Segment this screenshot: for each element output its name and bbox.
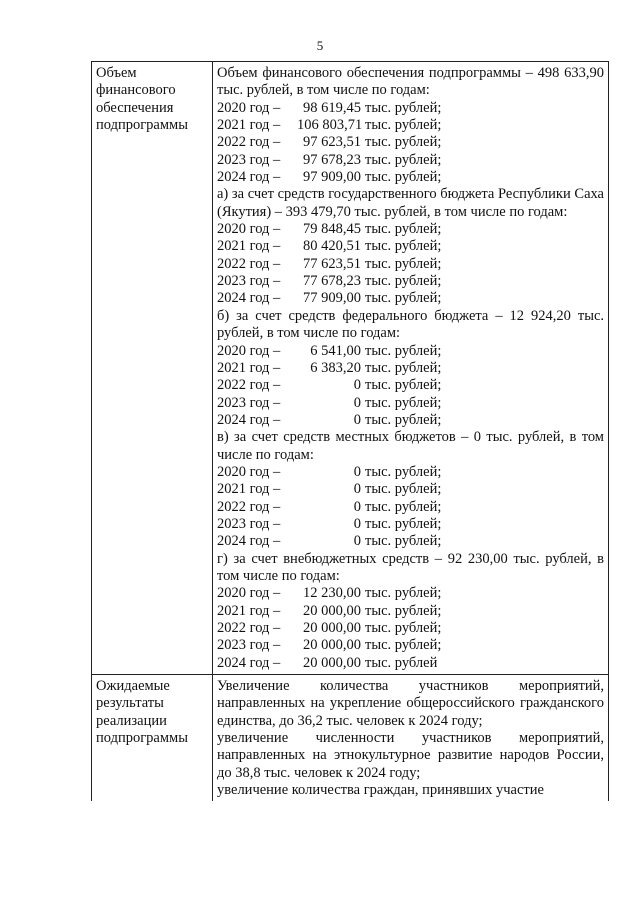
financing-intro: Объем финансового обеспечения подпрограммы – 498 633,90 тыс. рублей, в том числе по годам:: [217, 65, 604, 99]
year-label: 2023 год –: [217, 394, 281, 411]
amount-value: 98 619,45: [303, 99, 361, 116]
year-label: 2023 год –: [217, 151, 281, 168]
amount-unit: тыс. рублей;: [365, 585, 442, 602]
year-label: 2020 год –: [217, 99, 281, 116]
amount-unit: тыс. рублей;: [365, 99, 442, 116]
year-amount-line: [217, 499, 604, 516]
year-amount-line: [217, 343, 604, 360]
results-label-cell: [92, 675, 213, 802]
amount-value: 0: [353, 463, 361, 480]
year-label: 2024 год –: [217, 654, 281, 671]
year-amount-line: [217, 533, 604, 550]
year-label: 2022 год –: [217, 620, 281, 636]
amount-unit: тыс. рублей;: [365, 377, 442, 394]
financing-label-line: Объем: [96, 65, 137, 81]
year-label: 2024 год –: [217, 411, 281, 428]
amount-unit: тыс. рублей: [365, 654, 438, 671]
year-amount-line: [217, 273, 604, 290]
amount-value: 6 541,00: [310, 342, 361, 359]
year-amount-line: [217, 256, 604, 273]
amount-unit: тыс. рублей;: [365, 273, 442, 290]
amount-value: 80 420,51: [303, 238, 361, 255]
amount-unit: тыс. рублей;: [365, 117, 442, 134]
financing-row: [92, 62, 609, 675]
year-amount-line: [217, 238, 604, 255]
amount-unit: тыс. рублей;: [365, 290, 442, 307]
results-row: [92, 675, 609, 802]
source-heading: б) за счет средств федерального бюджета – 12 924,20 тыс. рублей, в том числе по годам:: [217, 307, 604, 342]
amount-value: 20 000,00: [303, 637, 361, 654]
amount-unit: тыс. рублей;: [365, 394, 442, 411]
source-heading: г) за счет внебюджетных средств – 92 230,00 тыс. рублей, в том числе по годам:: [217, 550, 604, 584]
year-amount-line: [217, 290, 604, 307]
year-amount-line: [217, 655, 604, 672]
results-label-line: Ожидаемые: [96, 678, 170, 695]
amount-value: 77 909,00: [303, 290, 361, 307]
results-content-cell: [213, 675, 609, 802]
amount-value: 0: [353, 481, 361, 498]
amount-unit: тыс. рублей;: [365, 238, 442, 255]
year-label: 2022 год –: [217, 255, 281, 272]
year-amount-line: [217, 637, 604, 654]
amount-value: 106 803,71: [297, 117, 363, 134]
year-amount-line: [217, 169, 604, 186]
amount-unit: тыс. рублей;: [365, 620, 442, 636]
funding-sources: [217, 186, 604, 672]
amount-value: 12 230,00: [303, 585, 361, 602]
year-amount-line: [217, 603, 604, 620]
year-amount-line: [217, 585, 604, 602]
amount-unit: тыс. рублей;: [365, 602, 442, 619]
amount-unit: тыс. рублей;: [365, 342, 442, 359]
amount-value: 6 383,20: [310, 359, 361, 376]
amount-value: 97 678,23: [303, 151, 361, 168]
amount-unit: тыс. рублей;: [365, 498, 442, 515]
results-label-line: реализации: [96, 712, 167, 729]
year-amount-line: [217, 134, 604, 151]
year-amount-line: [217, 481, 604, 498]
page-number: 5: [316, 38, 324, 53]
amount-value: 0: [353, 533, 361, 550]
results-label-line: подпрограммы: [96, 730, 188, 747]
year-label: 2024 год –: [217, 290, 281, 307]
year-label: 2020 год –: [217, 585, 281, 602]
year-amount-line: [217, 360, 604, 377]
amount-value: 77 678,23: [303, 273, 361, 290]
amount-value: 77 623,51: [303, 255, 361, 272]
financing-label-line: финансового: [96, 82, 176, 99]
year-label: 2020 год –: [217, 463, 281, 480]
year-label: 2024 год –: [217, 533, 281, 550]
amount-unit: тыс. рублей;: [365, 515, 442, 532]
year-amount-line: [217, 395, 604, 412]
amount-unit: тыс. рублей;: [365, 411, 442, 428]
financing-label-line: подпрограммы: [96, 117, 188, 134]
amount-value: 0: [353, 498, 361, 515]
year-label: 2023 год –: [217, 515, 281, 532]
year-amount-line: [217, 516, 604, 533]
amount-value: 79 848,45: [303, 221, 361, 238]
financing-content-cell: [213, 62, 609, 675]
year-label: 2022 год –: [217, 377, 281, 394]
year-label: 2021 год –: [217, 481, 281, 498]
amount-value: 20 000,00: [303, 620, 361, 636]
year-label: 2021 год –: [217, 359, 281, 376]
source-heading: в) за счет средств местных бюджетов – 0 тыс. рублей, в том числе по годам:: [217, 429, 604, 463]
year-amount-line: [217, 412, 604, 429]
amount-unit: тыс. рублей;: [365, 151, 442, 168]
year-label: 2021 год –: [217, 117, 281, 134]
year-amount-line: [217, 464, 604, 481]
year-amount-line: [217, 117, 604, 134]
amount-value: 20 000,00: [303, 654, 361, 671]
year-amount-line: [217, 377, 604, 394]
year-label: 2023 год –: [217, 273, 281, 290]
total-year-list: [217, 100, 604, 187]
amount-unit: тыс. рублей;: [365, 533, 442, 550]
financing-label-line: обеспечения: [96, 99, 174, 116]
amount-unit: тыс. рублей;: [365, 481, 442, 498]
year-amount-line: [217, 221, 604, 238]
financing-label-cell: [92, 62, 213, 675]
amount-unit: тыс. рублей;: [365, 134, 442, 151]
year-amount-line: [217, 152, 604, 169]
amount-value: 0: [353, 377, 361, 394]
amount-unit: тыс. рублей;: [365, 463, 442, 480]
amount-value: 0: [353, 515, 361, 532]
year-label: 2022 год –: [217, 134, 281, 151]
amount-value: 0: [353, 394, 361, 411]
source-heading: а) за счет средств государственного бюджета Республики Саха (Якутия) – 393 479,70 тыс. рублей, в том числе по годам:: [217, 186, 604, 220]
amount-unit: тыс. рублей;: [365, 359, 442, 376]
year-label: 2023 год –: [217, 637, 281, 654]
amount-unit: тыс. рублей;: [365, 637, 442, 654]
year-label: 2020 год –: [217, 221, 281, 238]
results-paragraph: увеличение численности участников мероприятий, направленных на этнокультурное развитие народов России, до 38,8 тыс. человек к 2024 году;: [217, 730, 604, 781]
amount-value: 97 623,51: [303, 134, 361, 151]
amount-value: 97 909,00: [303, 169, 361, 186]
amount-value: 20 000,00: [303, 602, 361, 619]
year-amount-line: [217, 620, 604, 637]
year-label: 2020 год –: [217, 342, 281, 359]
year-label: 2024 год –: [217, 169, 281, 186]
passport-table: [91, 61, 609, 801]
year-amount-line: [217, 100, 604, 117]
results-paragraph: Увеличение количества участников мероприятий, направленных на укрепление общероссийского гражданского единства, до 36,2 тыс. человек к 2024 году;: [217, 678, 604, 729]
results-paragraph: увеличение количества граждан, принявших участие: [217, 782, 544, 799]
year-label: 2021 год –: [217, 238, 281, 255]
year-label: 2022 год –: [217, 498, 281, 515]
amount-unit: тыс. рублей;: [365, 221, 442, 238]
amount-unit: тыс. рублей;: [365, 169, 442, 186]
amount-value: 0: [353, 411, 361, 428]
results-label-line: результаты: [96, 695, 164, 712]
year-label: 2021 год –: [217, 602, 281, 619]
amount-unit: тыс. рублей;: [365, 255, 442, 272]
